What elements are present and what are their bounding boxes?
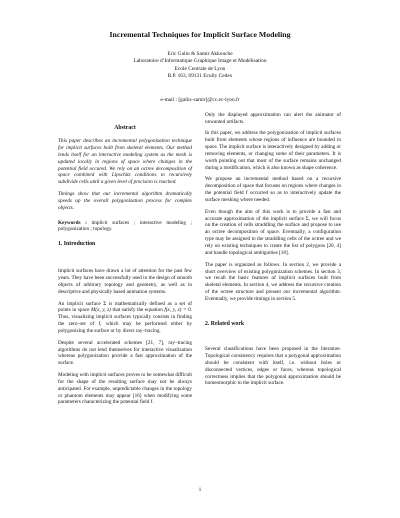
author-lab: Laboratoire d’Informatique Graphique Image et Modélisation xyxy=(133,58,267,65)
intro-p2-text-b: that satisfy the equation xyxy=(110,307,165,314)
right-paragraph-5: The paper is organized as follows. In section 2, we provide a short overview of existing polygonization schemes. In section 3, we recall the basic features of implicit surfaces built from skeletal elements. In section 4, we address the recursive creation of the octree structure and present our incremental algorithm. Eventually, we provide timings in section 5. xyxy=(205,261,341,303)
intro-p2-text-a: An implicit surface Σ is mathematically defined as a set of points in space xyxy=(58,300,192,314)
intro-p2-math-2: f(x, y, z) = 0 xyxy=(164,307,191,314)
author-address: B.P. 163, 69131 Ecully Cedex xyxy=(167,72,233,79)
author-block xyxy=(0,51,400,80)
intro-paragraph-2 xyxy=(58,301,192,336)
abstract-paragraph-2: Timings show that our incremental algorithm dramatically speeds up the overall polygonization process for complex objects. xyxy=(58,190,192,211)
paper-title: Incremental Techniques for Implicit Surface Modeling xyxy=(109,30,291,39)
abstract-paragraph-1: This paper describes an incremental polygonization technique for implicit surfaces built from skeletal elements. Our method lends itself for an interactive modeling system as the mesh is updated locally in regions of space where changes in the potential field occured. We rely on an octree decomposition of space combined with Lipschitz conditions to recursively subdivide cells until a given level of precision is reached. xyxy=(58,137,192,186)
intro-p2-text-c: . Thus, visualizing implicit surfaces typically consists in finding the zero–set of f, which may be performed either by polygonizing the surface or by direct ray–tracing. xyxy=(58,307,192,335)
author-email: e-mail : [galin–samir]@cc.ec-lyon.fr xyxy=(160,97,240,103)
intro-paragraph-1: Implicit surfaces have drawn a lot of attention for the past few years. They have been successfully used in the design of smooth objects of arbitrary topology and geometry, as well as in descriptive and physically based animation systems. xyxy=(58,268,192,295)
author-names: Eric Galin & Samir Akkouche xyxy=(167,51,233,57)
right-paragraph-1: Only the displayed approximation can alert the animator of unwanted artifacts. xyxy=(205,112,341,125)
section-heading-related-work: 2. Related work xyxy=(205,321,245,328)
keywords xyxy=(58,220,192,234)
right-column xyxy=(205,112,341,392)
abstract-heading: Abstract xyxy=(114,125,136,131)
keywords-text: implicit surfaces ; interactive modeling ; polygonization ; topology. xyxy=(58,219,192,233)
right-paragraph-2: In this paper, we address the polygonization of implicit surfaces built from elements whose regions of influence are bounded in space. The implicit surface is interactively designed by adding or removing elements, or changing some of their parameters. It is worth pointing out that most of the surface remains unchanged during a modification, which is also known as shape coherence. xyxy=(205,130,341,171)
page-number: 1 xyxy=(198,487,202,493)
section-heading-introduction: 1. Introduction xyxy=(58,241,96,248)
right-paragraph-6: Several classifications have been proposed in the literature. Topological consistency requires that a polygonal approximation should be consistent with itself, i.e. without holes or disconnected vertices, edges or faces, whereas topological correctness implies that the polygonal approximation should be homeomorphic to the implicit surface. xyxy=(205,345,341,387)
left-column xyxy=(58,125,192,411)
right-paragraph-3: We propose an incremental method based on a recursive decomposition of space that focuses on regions where changes in the potential field f occurred so as to interactively update the surface meshing where needed. xyxy=(205,176,341,204)
author-school: Ecole Centrale de Lyon xyxy=(174,65,226,72)
keywords-label: Keywords : xyxy=(58,219,87,226)
intro-paragraph-4: Modeling with implicit surfaces proves to be somewhat difficult for the shape of the resulting surface may not be always anticipated. For example, unpredictable changes in the topology or phantom elements may appear [16] when modifying some parameters characterizing the potential field f. xyxy=(58,371,192,406)
abstract-section xyxy=(58,125,192,212)
intro-paragraph-3: Despite several accelerated schemes [21, 7], ray–tracing algorithms do not lend themselves for interactive visualization whereas polygonization provide a fast approximation of the surface. xyxy=(58,339,192,367)
intro-p2-math-1: M(x, y, z) xyxy=(91,307,111,314)
right-paragraph-4: Even though the aim of this work is to provide a fast and accurate approximation of the implicit surface Σ, we will focus on the creation of cells straddling the surface and propose to use an octree decomposition of space. Eventually, a configuration type may be assigned to the straddling cells of the octree and we rely on existing techniques to create the list of polygons [20, 4] and handle topological ambiguities [18]. xyxy=(205,208,341,257)
